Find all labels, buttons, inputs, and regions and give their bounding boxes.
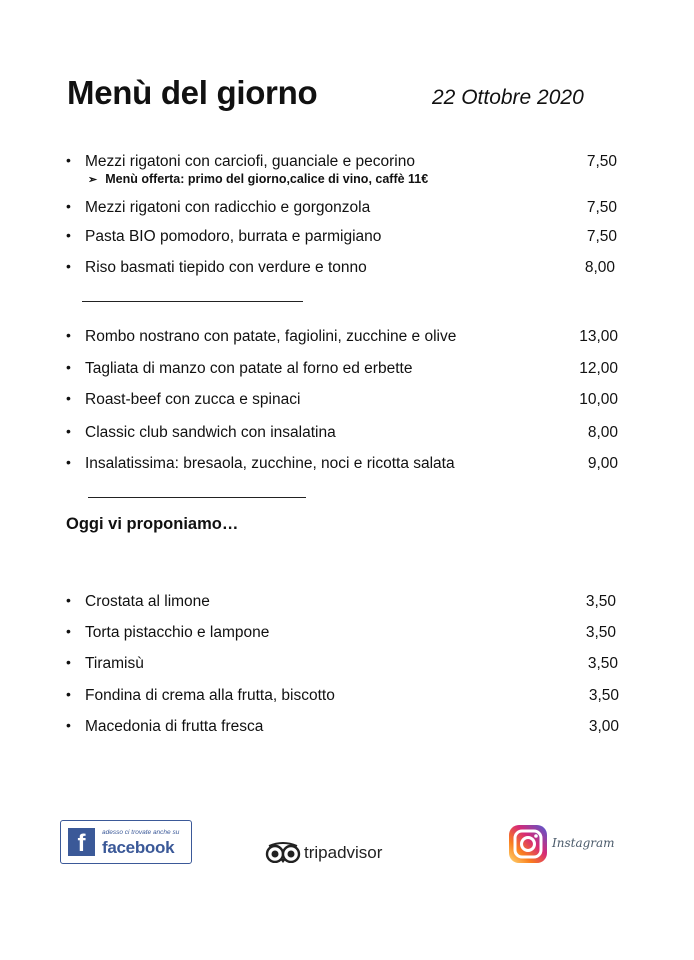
bullet-icon: •: [66, 623, 71, 639]
item-price: 8,00: [587, 424, 618, 441]
item-name: Classic club sandwich con insalatina: [85, 424, 336, 441]
item-name: Insalatissima: bresaola, zucchine, noci e ricotta salata: [85, 455, 455, 472]
menu-date: 22 Ottobre 2020: [432, 86, 584, 109]
item-name: Roast-beef con zucca e spinaci: [85, 391, 301, 408]
item-price: 3,50: [587, 655, 618, 672]
item-name: Mezzi rigatoni con carciofi, guanciale e pecorino: [85, 153, 415, 170]
list-item: [66, 624, 626, 646]
list-item: [66, 687, 626, 709]
offer-text: Menù offerta: primo del giorno,calice di vino, caffè 11€: [105, 172, 429, 186]
bullet-icon: •: [66, 152, 71, 168]
list-item: [66, 655, 626, 677]
bullet-icon: •: [66, 258, 71, 274]
bullet-icon: •: [66, 327, 71, 343]
list-item: [66, 718, 626, 740]
item-name: Torta pistacchio e lampone: [85, 624, 270, 641]
item-price: 3,50: [585, 593, 616, 610]
item-price: 9,00: [587, 455, 618, 472]
item-price: 13,00: [579, 328, 618, 345]
arrowhead-icon: ➢: [88, 174, 98, 186]
item-name: Rombo nostrano con patate, fagiolini, zucchine e olive: [85, 328, 457, 345]
bullet-icon: •: [66, 717, 71, 733]
list-item: [66, 328, 626, 350]
item-price: 7,50: [586, 199, 617, 216]
item-name: Mezzi rigatoni con radicchio e gorgonzola: [85, 199, 371, 216]
list-item: [66, 391, 626, 413]
tripadvisor-wordmark: tripadvisor: [304, 843, 383, 862]
item-name: Fondina di crema alla frutta, biscotto: [85, 687, 335, 704]
item-name: Pasta BIO pomodoro, burrata e parmigiano: [85, 228, 382, 245]
list-item: [66, 199, 626, 221]
instagram-wordmark: Instagram: [552, 836, 615, 850]
list-item: [66, 424, 626, 446]
bullet-icon: •: [66, 654, 71, 670]
bullet-icon: •: [66, 198, 71, 214]
facebook-wordmark: facebook: [102, 838, 175, 857]
item-price: 12,00: [579, 360, 618, 377]
item-price: 7,50: [586, 228, 617, 245]
list-item: [66, 455, 626, 477]
item-name: Crostata al limone: [85, 593, 210, 610]
bullet-icon: •: [66, 592, 71, 608]
bullet-icon: •: [66, 390, 71, 406]
facebook-badge[interactable]: [60, 820, 192, 864]
divider: [82, 301, 303, 302]
page-title: Menù del giorno: [67, 74, 318, 111]
facebook-tagline: adesso ci trovate anche su: [102, 829, 180, 836]
item-price: 3,00: [588, 718, 619, 735]
item-name: Tiramisù: [85, 655, 144, 672]
tripadvisor-owl-icon: [265, 841, 301, 863]
bullet-icon: •: [66, 686, 71, 702]
item-price: 10,00: [579, 391, 618, 408]
list-item: [66, 360, 626, 382]
bullet-icon: •: [66, 359, 71, 375]
offer-note: [88, 172, 428, 186]
divider: [88, 497, 306, 498]
item-price: 3,50: [588, 687, 619, 704]
bullet-icon: •: [66, 227, 71, 243]
item-price: 7,50: [586, 153, 617, 170]
item-name: Macedonia di frutta fresca: [85, 718, 264, 735]
item-name: Riso basmati tiepido con verdure e tonno: [85, 259, 367, 276]
section-title: Oggi vi proponiamo…: [66, 515, 239, 533]
item-name: Tagliata di manzo con patate al forno ed erbette: [85, 360, 413, 377]
list-item: [66, 593, 626, 615]
list-item: [66, 259, 626, 281]
item-price: 3,50: [585, 624, 616, 641]
bullet-icon: •: [66, 423, 71, 439]
bullet-icon: •: [66, 454, 71, 470]
list-item: [66, 228, 626, 250]
facebook-icon: f: [68, 828, 95, 856]
item-price: 8,00: [584, 259, 615, 276]
instagram-icon[interactable]: [508, 824, 548, 864]
